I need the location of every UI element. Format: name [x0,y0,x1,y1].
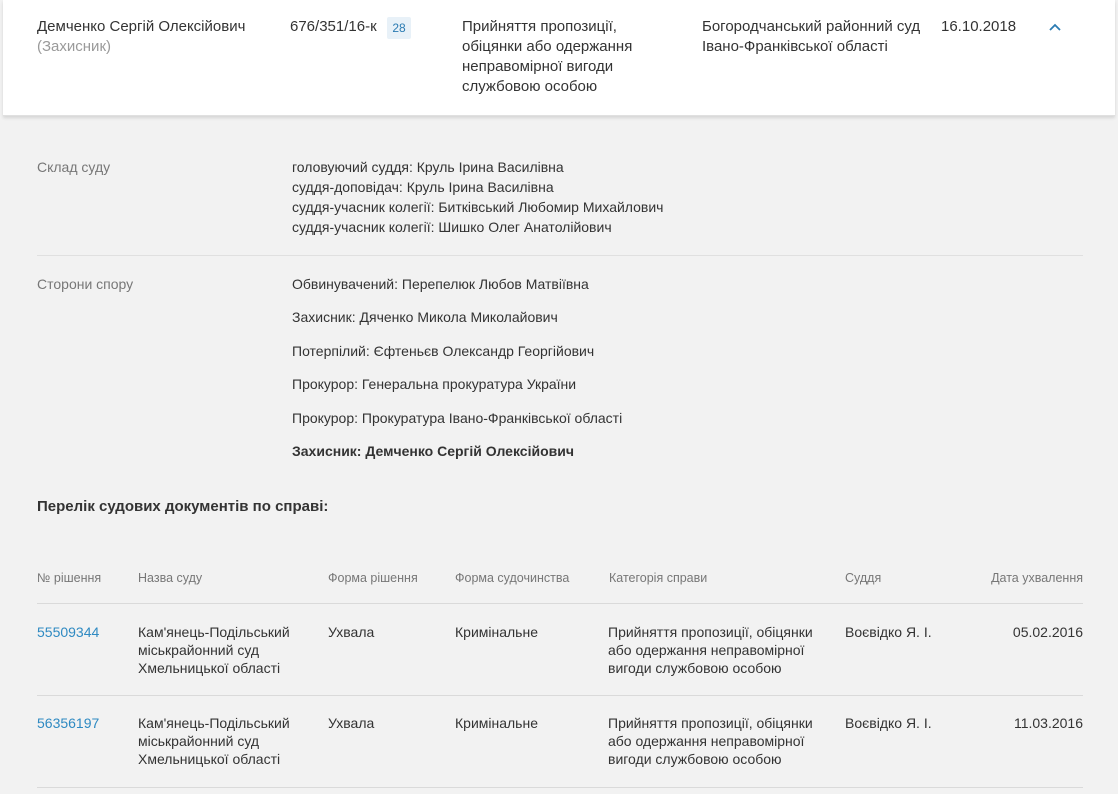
decision-number-link[interactable]: 55509344 [37,624,100,640]
row-date: 11.03.2016 [1013,715,1083,731]
section-divider [37,255,1083,256]
court-member: суддя-доповідач: Круль Ірина Василівна [292,179,554,195]
column-header-category: Категорія справи [609,571,708,585]
row-proceeding: Кримінальне [455,715,538,731]
table-header-divider [37,603,1083,604]
row-proceeding: Кримінальне [455,624,538,640]
row-form: Ухвала [328,624,375,640]
documents-count-badge: 28 [387,17,411,39]
column-header-judge: Суддя [845,571,882,585]
row-court: Кам'янець-Подільський міськрайонний суд Хмельницької області [138,715,290,767]
case-date: 16.10.2018 [941,18,1017,35]
row-form: Ухвала [328,715,375,731]
party-role: (Захисник) [37,38,111,55]
parties-label: Сторони спору [37,276,134,292]
party-item: Прокурор: Генеральна прокуратура України [292,376,577,392]
party-item: Захисник: Дяченко Микола Миколайович [292,309,558,325]
party-name-text: Демченко Сергій Олексійович [37,18,246,35]
party-name [37,17,277,57]
court-member: суддя-учасник колегії: Шишко Олег Анатолійович [292,219,612,235]
column-header-proceeding: Форма судочинства [455,571,570,585]
court-composition-label: Склад суду [37,159,111,175]
column-header-form: Форма рішення [328,571,418,585]
collapse-toggle-button[interactable] [1043,18,1067,38]
column-header-number: № рішення [37,571,102,585]
party-item: Потерпілий: Єфтеньєв Олександр Георгійович [292,343,595,359]
case-category: Прийняття пропозиції, обіцянки або одержання неправомірної вигоди службовою особою [462,18,633,95]
row-date: 05.02.2016 [1012,624,1083,640]
case-number: 676/351/16-к [290,18,377,35]
court-member: головуючий суддя: Круль Ірина Василівна [292,159,564,175]
documents-title: Перелік судових документів по справі: [37,498,329,515]
chevron-up-icon [1043,18,1067,38]
court-name: Богородчанський районний суд Івано-Франківської області [702,18,921,55]
row-divider [37,695,1083,696]
court-composition-list [292,157,663,237]
row-category: Прийняття пропозиції, обіцянки або одержання неправомірної вигоди службовою особою [608,715,813,767]
column-header-court: Назва суду [138,571,203,585]
court-member: суддя-учасник колегії: Битківський Любомир Михайлович [292,199,664,215]
row-judge: Воєвідко Я. І. [845,624,932,640]
row-court: Кам'янець-Подільський міськрайонний суд Хмельницької області [138,624,290,676]
party-item: Обвинувачений: Перепелюк Любов Матвіївна [292,276,589,292]
row-judge: Воєвідко Я. І. [845,715,932,731]
party-item-current: Захисник: Демченко Сергій Олексійович [292,443,574,459]
decision-number-link[interactable]: 56356197 [37,715,100,731]
row-divider [37,787,1083,788]
column-header-date: Дата ухвалення [991,571,1083,585]
case-header-card [3,0,1115,116]
row-category: Прийняття пропозиції, обіцянки або одержання неправомірної вигоди службовою особою [608,624,813,676]
party-item: Прокурор: Прокуратура Івано-Франківської області [292,410,623,426]
